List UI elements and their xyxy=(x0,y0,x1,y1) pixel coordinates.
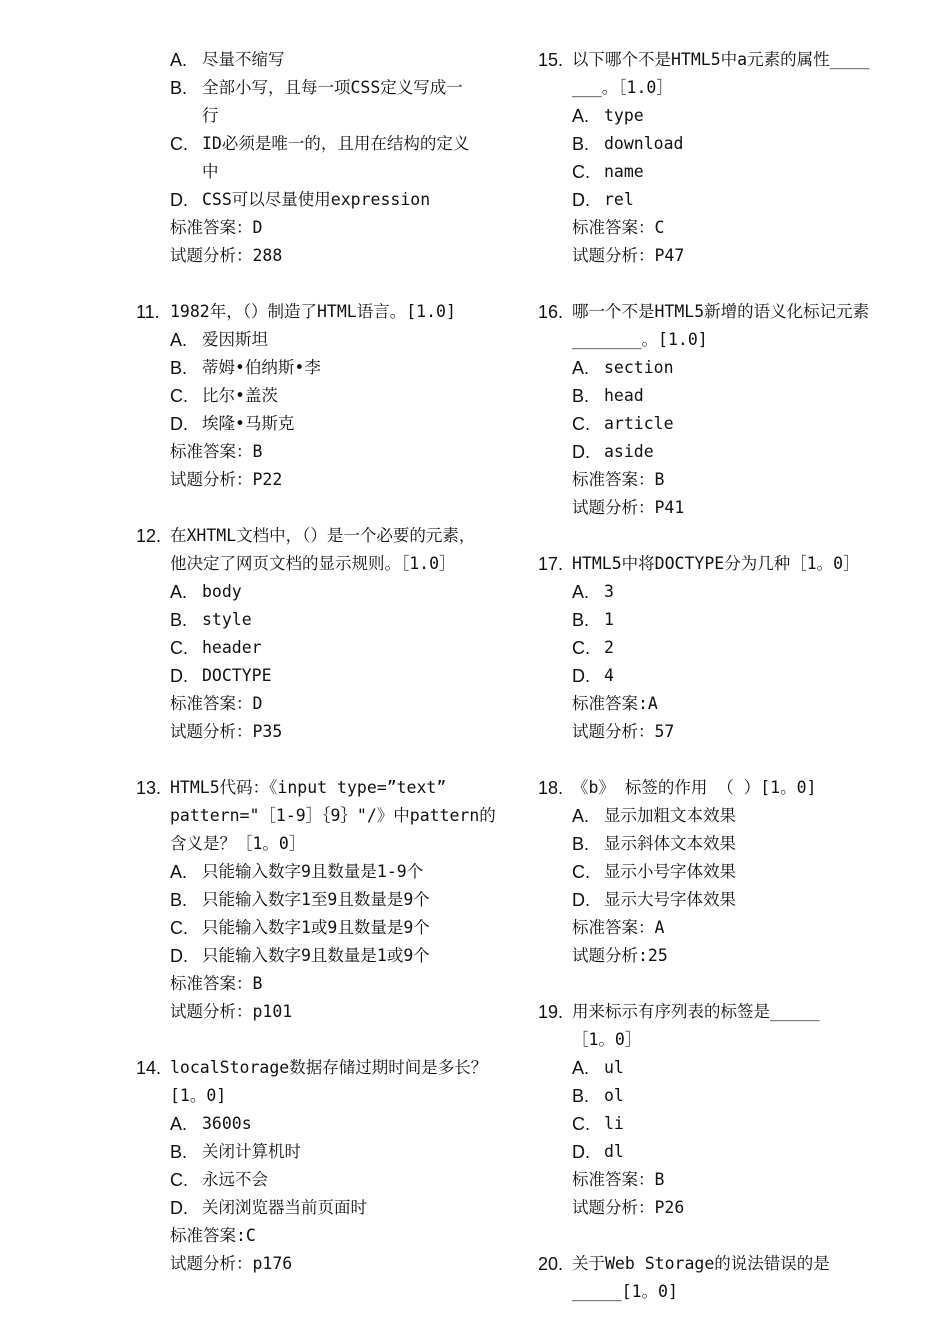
question-block xyxy=(538,998,908,1222)
right-column xyxy=(538,46,908,1306)
option-c xyxy=(572,1110,908,1138)
option-d xyxy=(572,1138,908,1166)
option-text: 1 xyxy=(604,610,614,629)
analysis: 试题分析：P35 xyxy=(170,722,283,741)
option-key: B. xyxy=(572,134,590,154)
option-c xyxy=(572,410,908,438)
option-text: 4 xyxy=(604,666,614,685)
answer: 标准答案：D xyxy=(170,218,263,237)
option-b xyxy=(572,1082,908,1110)
option-d xyxy=(170,662,506,690)
option-key: B. xyxy=(572,386,590,406)
option-a xyxy=(572,1054,908,1082)
option-text: 全部小写，且每一项CSS定义写成一 xyxy=(202,78,463,97)
answer: 标准答案：B xyxy=(170,974,263,993)
question-block xyxy=(136,1054,506,1278)
option-text: 关闭计算机时 xyxy=(202,1142,301,1161)
option-c xyxy=(572,858,908,886)
analysis: 试题分析：P26 xyxy=(572,1198,685,1217)
question-text: 哪一个不是HTML5新增的语义化标记元素 xyxy=(572,302,870,321)
question-text: 1982年，（）制造了HTML语言。[1.0] xyxy=(170,302,456,321)
option-key: B. xyxy=(170,1142,188,1162)
question-number: 19. xyxy=(538,1002,564,1022)
option-text: rel xyxy=(604,190,634,209)
option-key: B. xyxy=(572,834,590,854)
option-key: B. xyxy=(170,610,188,630)
option-text: 爱因斯坦 xyxy=(202,330,268,349)
option-key: C. xyxy=(572,414,590,434)
option-b xyxy=(170,354,506,382)
option-key: B. xyxy=(572,1086,590,1106)
option-text: aside xyxy=(604,442,654,461)
answer: 标准答案：B xyxy=(572,470,665,489)
question-text: 以下哪个不是HTML5中a元素的属性____ xyxy=(572,50,870,69)
option-text: 只能输入数字9且数量是1-9个 xyxy=(202,862,424,881)
question-stem xyxy=(538,998,908,1026)
option-text: 2 xyxy=(604,638,614,657)
analysis: 试题分析：p101 xyxy=(170,1002,293,1021)
option-a xyxy=(572,354,908,382)
option-key: A. xyxy=(170,330,188,350)
analysis: 试题分析：p176 xyxy=(170,1254,293,1273)
option-text: 显示大号字体效果 xyxy=(604,890,736,909)
option-key: D. xyxy=(572,442,590,462)
option-b xyxy=(170,74,506,102)
option-text: DOCTYPE xyxy=(202,666,272,685)
option-text: 3 xyxy=(604,582,614,601)
option-text: download xyxy=(604,134,684,153)
spacer xyxy=(538,1222,908,1250)
option-c xyxy=(170,382,506,410)
option-key: D. xyxy=(572,1142,590,1162)
question-text: 《b》 标签的作用 （ ）[1。0] xyxy=(572,778,817,797)
question-block xyxy=(538,774,908,970)
question-number: 12. xyxy=(136,526,162,546)
option-b xyxy=(170,606,506,634)
option-key: A. xyxy=(170,862,188,882)
question-text-continued: ___。［1.0］ xyxy=(572,78,673,97)
question-text: localStorage数据存储过期时间是多长？ xyxy=(170,1058,488,1077)
spacer xyxy=(136,270,506,298)
question-block xyxy=(136,522,506,746)
spacer xyxy=(136,1026,506,1054)
option-a xyxy=(170,858,506,886)
option-text: 只能输入数字1或9且数量是9个 xyxy=(202,918,430,937)
option-key: A. xyxy=(170,1114,188,1134)
question-text-continued: ［1。0］ xyxy=(572,1030,642,1049)
option-key: C. xyxy=(170,386,188,406)
left-question-list xyxy=(136,298,506,1278)
spacer xyxy=(538,746,908,774)
option-text: 蒂姆•伯纳斯•李 xyxy=(202,358,321,377)
option-text: 只能输入数字1至9且数量是9个 xyxy=(202,890,430,909)
option-a xyxy=(572,102,908,130)
option-c xyxy=(572,158,908,186)
option-text: ol xyxy=(604,1086,624,1105)
option-key: D. xyxy=(170,946,188,966)
question-stem xyxy=(538,550,908,578)
question-stem xyxy=(136,1054,506,1082)
option-b xyxy=(170,886,506,914)
option-key: C. xyxy=(572,862,590,882)
option-text: 显示加粗文本效果 xyxy=(604,806,736,825)
option-d xyxy=(572,662,908,690)
question-number: 13. xyxy=(136,778,162,798)
question-number: 17. xyxy=(538,554,564,574)
question-block xyxy=(538,298,908,522)
option-key: A. xyxy=(572,1058,590,1078)
analysis: 试题分析：P22 xyxy=(170,470,283,489)
right-question-list xyxy=(538,46,908,1306)
question-number: 16. xyxy=(538,302,564,322)
option-key: C. xyxy=(170,134,188,154)
option-d xyxy=(170,942,506,970)
option-d xyxy=(170,186,506,214)
option-d xyxy=(170,1194,506,1222)
option-key: A. xyxy=(572,106,590,126)
answer: 标准答案：A xyxy=(572,918,665,937)
option-b xyxy=(170,1138,506,1166)
option-text: li xyxy=(604,1114,624,1133)
option-text: 永远不会 xyxy=(202,1170,268,1189)
option-a xyxy=(170,578,506,606)
question-block xyxy=(538,46,908,270)
option-text: type xyxy=(604,106,644,125)
question-text: 关于Web Storage的说法错误的是 xyxy=(572,1254,830,1273)
option-a xyxy=(170,1110,506,1138)
question-text: 用来标示有序列表的标签是_____ xyxy=(572,1002,820,1021)
option-key: D. xyxy=(170,1198,188,1218)
option-c xyxy=(170,1166,506,1194)
question-stem xyxy=(136,298,506,326)
answer: 标准答案：B xyxy=(170,442,263,461)
question-stem xyxy=(136,774,506,802)
option-text: 3600s xyxy=(202,1114,252,1133)
option-key: D. xyxy=(170,414,188,434)
option-key: A. xyxy=(170,50,188,70)
option-key: C. xyxy=(170,918,188,938)
option-b xyxy=(572,606,908,634)
option-key: C. xyxy=(170,1170,188,1190)
option-b xyxy=(572,830,908,858)
spacer xyxy=(136,494,506,522)
answer: 标准答案:A xyxy=(572,694,658,713)
option-key: D. xyxy=(572,890,590,910)
analysis: 试题分析：P47 xyxy=(572,246,685,265)
option-a xyxy=(170,326,506,354)
question-number: 18. xyxy=(538,778,564,798)
spacer xyxy=(538,270,908,298)
question-number: 15. xyxy=(538,50,564,70)
option-key: C. xyxy=(572,638,590,658)
option-c xyxy=(572,634,908,662)
option-text: 关闭浏览器当前页面时 xyxy=(202,1198,367,1217)
option-text: 尽量不缩写 xyxy=(202,50,285,69)
question-text-continued: pattern="［1-9］｛9｝"/》中pattern的 xyxy=(170,806,496,825)
option-c xyxy=(170,130,506,158)
option-text: 只能输入数字9且数量是1或9个 xyxy=(202,946,430,965)
question-block xyxy=(136,774,506,1026)
option-c xyxy=(170,914,506,942)
option-text: header xyxy=(202,638,262,657)
option-c xyxy=(170,634,506,662)
option-key: B. xyxy=(170,358,188,378)
option-text: section xyxy=(604,358,674,377)
question-text: HTML5中将DOCTYPE分为几种［1。0］ xyxy=(572,554,860,573)
spacer xyxy=(538,522,908,550)
question-stem xyxy=(538,1250,908,1278)
option-a xyxy=(170,46,506,74)
answer: 标准答案：B xyxy=(572,1170,665,1189)
question-stem xyxy=(538,46,908,74)
option-b xyxy=(572,382,908,410)
answer: 标准答案：C xyxy=(572,218,665,237)
option-text: ul xyxy=(604,1058,624,1077)
spacer xyxy=(538,970,908,998)
option-key: B. xyxy=(572,610,590,630)
option-d xyxy=(170,410,506,438)
question-text-continued: _______。[1.0] xyxy=(572,330,708,349)
option-a xyxy=(572,578,908,606)
option-key: C. xyxy=(170,638,188,658)
option-d xyxy=(572,186,908,214)
option-key: C. xyxy=(572,1114,590,1134)
option-text: 埃隆•马斯克 xyxy=(202,414,295,433)
option-key: A. xyxy=(572,582,590,602)
analysis: 试题分析:25 xyxy=(572,946,668,965)
option-text-continued: 中 xyxy=(202,162,219,181)
question-text: 在XHTML文档中，（）是一个必要的元素， xyxy=(170,526,476,545)
option-d xyxy=(572,886,908,914)
option-key: A. xyxy=(572,358,590,378)
option-a xyxy=(572,802,908,830)
option-text: article xyxy=(604,414,674,433)
question-block xyxy=(538,1250,908,1306)
option-text: head xyxy=(604,386,644,405)
answer: 标准答案:C xyxy=(170,1226,256,1245)
option-text: name xyxy=(604,162,644,181)
question-number: 20. xyxy=(538,1254,564,1274)
question-text: HTML5代码：《input type=”text” xyxy=(170,778,447,797)
option-text: style xyxy=(202,610,252,629)
question-stem xyxy=(538,298,908,326)
analysis: 试题分析：P41 xyxy=(572,498,685,517)
question-block xyxy=(136,298,506,494)
option-text: ID必须是唯一的，且用在结构的定义 xyxy=(202,134,470,153)
option-key: B. xyxy=(170,890,188,910)
question-text-continued: [1。0] xyxy=(170,1086,227,1105)
option-text: body xyxy=(202,582,242,601)
question-text-continued: 他决定了网页文档的显示规则。［1.0］ xyxy=(170,554,456,573)
left-column xyxy=(136,46,506,1278)
question-text-continued: 含义是？［1。0］ xyxy=(170,834,306,853)
option-b xyxy=(572,130,908,158)
analysis: 试题分析：288 xyxy=(170,246,283,265)
option-key: D. xyxy=(572,190,590,210)
question-number: 11. xyxy=(136,302,160,322)
question-stem xyxy=(136,522,506,550)
option-key: B. xyxy=(170,78,188,98)
option-text: 比尔•盖茨 xyxy=(202,386,278,405)
spacer xyxy=(136,746,506,774)
option-key: D. xyxy=(170,190,188,210)
answer: 标准答案：D xyxy=(170,694,263,713)
option-text: CSS可以尽量使用expression xyxy=(202,190,431,209)
option-key: D. xyxy=(572,666,590,686)
option-key: D. xyxy=(170,666,188,686)
option-text: 显示小号字体效果 xyxy=(604,862,736,881)
option-key: C. xyxy=(572,162,590,182)
option-key: A. xyxy=(572,806,590,826)
question-10-tail xyxy=(136,46,506,270)
question-number: 14. xyxy=(136,1058,162,1078)
question-text-continued: _____[1。0] xyxy=(572,1282,678,1301)
option-text: 显示斜体文本效果 xyxy=(604,834,736,853)
question-stem xyxy=(538,774,908,802)
question-block xyxy=(538,550,908,746)
analysis: 试题分析：57 xyxy=(572,722,675,741)
option-key: A. xyxy=(170,582,188,602)
option-text-continued: 行 xyxy=(202,106,219,125)
option-text: dl xyxy=(604,1142,624,1161)
option-d xyxy=(572,438,908,466)
